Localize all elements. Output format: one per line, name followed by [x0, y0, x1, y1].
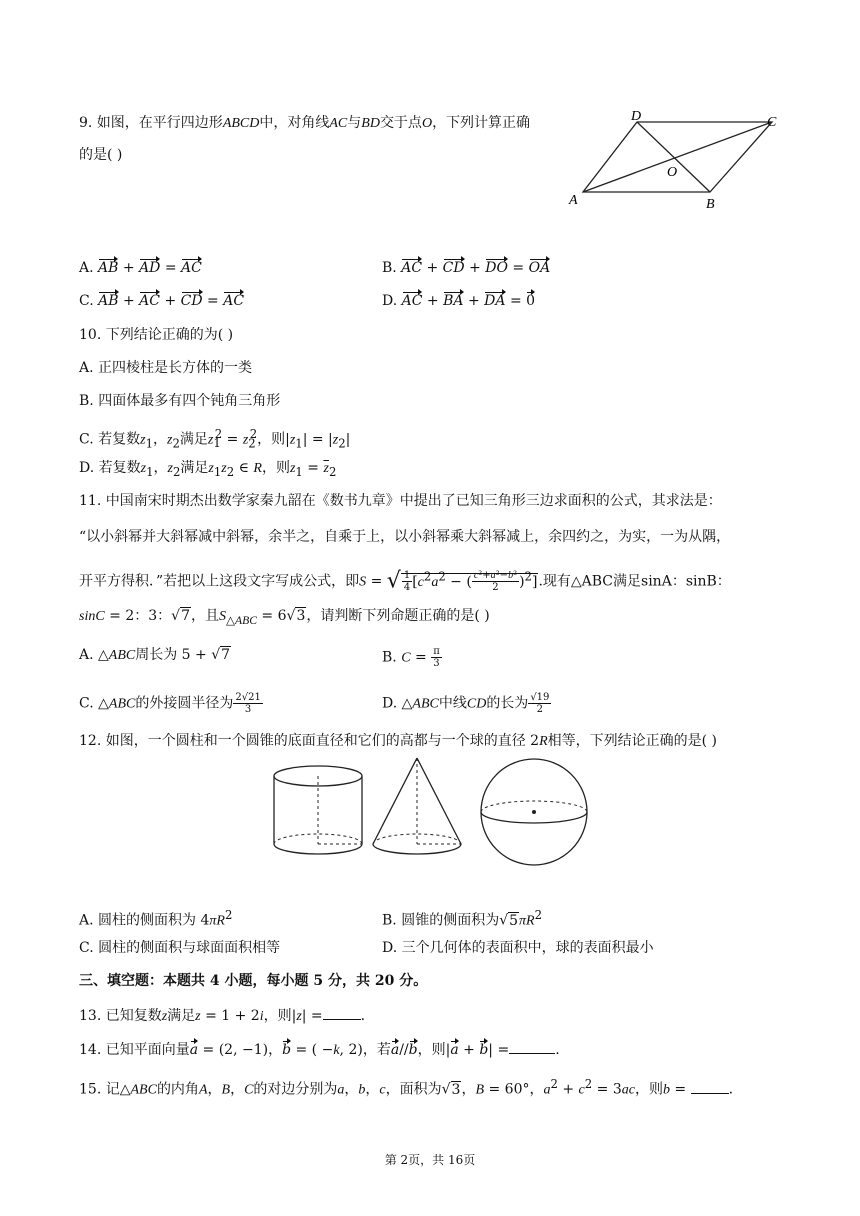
page-footer: 第 2页，共 16页 — [384, 1153, 476, 1167]
label-O: O — [667, 165, 678, 180]
q14: 14. 已知平面向量a = (2, −1)，b = ( −k, 2)，若a//b，则|a + b| = . — [79, 1042, 560, 1058]
q9-option-b: B. AC + CD + DO = OA — [382, 260, 551, 276]
q15: 15. 记△ABC的内角A，B，C的对边分别为a，b，c，面积为√3，B = 60°，$a^2 + c^2 = 3ac$，则b = . — [79, 1077, 734, 1098]
label-C: C — [767, 115, 777, 130]
q11-option-a: A. △ABC周长为 5 + √7 — [79, 647, 231, 663]
q12-option-c: C. 圆柱的侧面积与球面面积相等 — [79, 940, 281, 956]
label-D: D — [631, 110, 642, 124]
q11-stem-line1: 11. 中国南宋时期杰出数学家秦九韶在《数书九章》中提出了已知三角形三边求面积的公式，其求法是： — [79, 493, 722, 509]
section-fill-in-title: 三、填空题：本题共 4 小题，每小题 5 分，共 20 分。 — [79, 973, 428, 989]
parallelogram-figure — [565, 110, 795, 220]
q12-option-a: A. 圆柱的侧面积为 $4\pi R^2$ — [79, 908, 233, 929]
q11-stem-line3: 开平方得积．”若把以上这段文字写成公式，即S = √ $\frac{1}{4}$ [$c^2a^2$ − ( $\frac{\text{c²+a²−b²}}{2}$ )$^2$].现有△ABC满足sinA：sinB： — [79, 568, 731, 594]
q9-stem-line1: 9. 如图，在平行四边形ABCD中，对角线AC与BD交于点O，下列计算正确 — [79, 115, 531, 131]
q9-option-c: C. AB + AC + CD = AC — [79, 293, 245, 309]
q12-option-b: B. 圆锥的侧面积为$√5\pi R^2$ — [382, 908, 543, 929]
q10-option-d: D. 若复数$z_1$，$z_2$满足$z_1z_2$ ∈ R，则$z_1 = \overline{z}_2$ — [79, 460, 337, 479]
q9-option-a: A. AB + AD = AC — [79, 260, 202, 276]
q12-stem: 12. 如图，一个圆柱和一个圆锥的底面直径和它们的高都与一个球的直径 2R相等，下列结论正确的是( ) — [79, 733, 718, 749]
heron-formula: $\frac{1}{4}$ [$c^2a^2$ − ( $\frac{\text{c²+a²−b²}}{2}$ )$^2$] — [401, 573, 539, 590]
q10-option-a: A. 正四棱柱是长方体的一类 — [79, 360, 253, 376]
q12-option-d: D. 三个几何体的表面积中，球的表面积最小 — [382, 940, 654, 956]
q13: 13. 已知复数z满足z = 1 + 2i，则|z| = . — [79, 1008, 366, 1024]
q11-option-b: B. C = $\frac{\pi}{3}$ — [382, 646, 440, 669]
q10-option-c: C. 若复数$z_1$，$z_2$满足$z_1^2 = z_2^2$，则$|z_1| = |z_2|$ — [79, 427, 351, 451]
q9-option-d: D. AC + BA + DA = 0 — [382, 293, 536, 309]
label-A: A — [569, 193, 578, 208]
q10-stem: 10. 下列结论正确的为( ) — [79, 327, 234, 343]
q11-stem-line4: sinC = 2：3：√7，且$S_{\triangle ABC} = 6√3$，请判断下列命题正确的是( ) — [79, 608, 490, 627]
q9-stem-line2: 的是( ) — [79, 147, 123, 163]
q11-option-c: C. △ABC的外接圆半径为 $\frac{2√21}{3}$ — [79, 692, 261, 715]
label-B: B — [706, 197, 715, 212]
q11-stem-line2: “以小斜幂并大斜幂减中斜幂，余半之，自乘于上，以小斜幂乘大斜幂减上，余四约之，为实，一为从隅， — [79, 529, 731, 545]
solids-figure — [270, 756, 590, 871]
q10-option-b: B. 四面体最多有四个钝角三角形 — [79, 393, 281, 409]
q11-option-d: D. △ABC中线CD的长为 $\frac{√19}{2}$ — [382, 692, 550, 715]
